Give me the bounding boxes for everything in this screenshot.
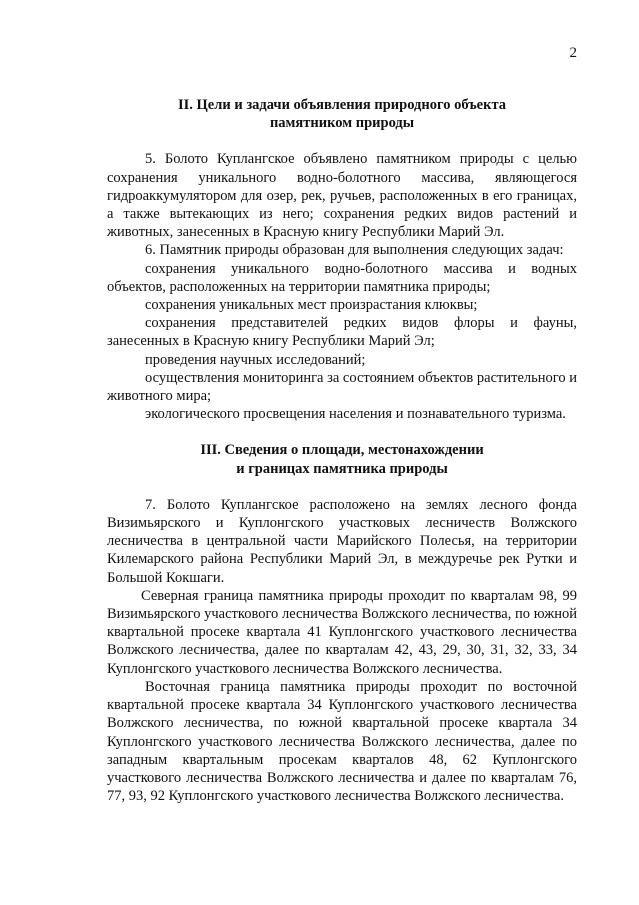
task-item: сохранения представителей редких видов флоры и фауны, занесенных в Красную книгу Республики Марий Эл;: [107, 315, 577, 350]
task-item: сохранения уникального водно-болотного массива и водных объектов, расположенных на территории памятника природы;: [107, 260, 577, 295]
paragraph-7: 7. Болото Куплангское расположено на землях лесного фонда Визимьярского и Куплонгского участковых лесничеств Волжского лесничества в центральной части Марийского Полесья, на территории Килемарского района Республики Марий Эл, в междуречье рек Рутки и Большой Кокшаги.: [107, 496, 577, 586]
paragraph-6: 6. Памятник природы образован для выполнения следующих задач:: [145, 242, 564, 259]
east-boundary-paragraph: Восточная граница памятника природы проходит по восточной квартальной просеке квартала 34 Куплонгского участкового лесничества Волжского лесничества, по южной квартальной просеке квартала 34 Куплонгского участкового лесничества Волжского лесничества, далее по западным квартальным просекам кварталов 48, 62 Куплонгского участкового лесничества Волжского лесничества и далее по кварталам 76, 77, 93, 92 Куплонгского участкового лесничества Волжского лесничества.: [107, 678, 577, 805]
page-number: 2: [569, 45, 577, 61]
task-item: проведения научных исследований;: [145, 351, 366, 368]
task-item: осуществления мониторинга за состоянием объектов растительного и животного мира;: [107, 369, 577, 405]
paragraph-5: 5. Болото Куплангское объявлено памятником природы с целью сохранения уникального водно-болотного массива, являющегося гидроаккумулятором для озер, рек, ручьев, расположенных в его границах, а также вытекающих из него; сохранения редких видов растений и животных, занесенных в Красную книгу Республики Марий Эл.: [107, 151, 577, 241]
task-item: сохранения уникальных мест произрастания клюквы;: [145, 297, 478, 314]
section-3-heading-line-1: III. Сведения о площади, местонахождении: [200, 442, 484, 459]
section-2-heading-line-1: II. Цели и задачи объявления природного объекта: [177, 97, 507, 113]
north-boundary-paragraph: Северная граница памятника природы проходит по кварталам 98, 99 Визимьярского участкового лесничества Волжского лесничества, по южной квартальной просеке квартала 41 Куплонгского участкового лесничества Волжского лесничества, далее по кварталам 42, 43, 29, 30, 31, 32, 33, 34 Куплонгского участкового лесничества Волжского лесничества.: [107, 587, 577, 677]
section-3-heading-line-2: и границах памятника природы: [236, 460, 448, 477]
document-body: [107, 96, 577, 805]
section-2-heading-line-2: памятником природы: [269, 115, 415, 132]
task-item: экологического просвещения населения и познавательного туризма.: [145, 406, 566, 423]
